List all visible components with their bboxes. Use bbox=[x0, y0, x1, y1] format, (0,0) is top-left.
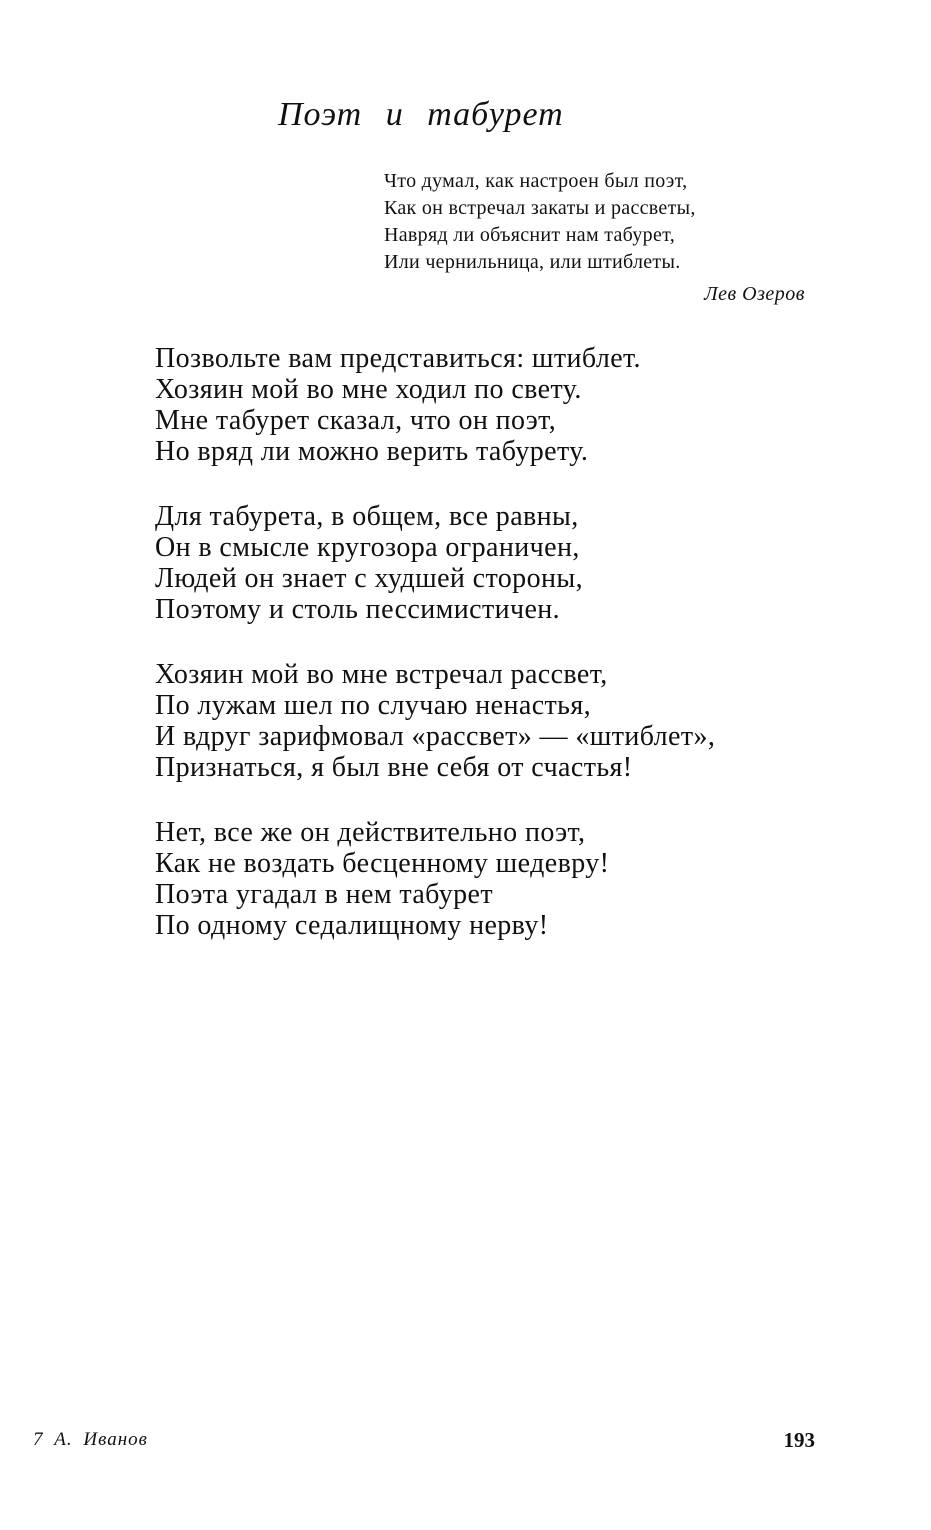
poem-line: Мне табурет сказал, что он поэт, bbox=[155, 405, 557, 436]
poem-line: Поэта угадал в нем табурет bbox=[155, 879, 493, 910]
epigraph bbox=[384, 168, 696, 276]
poem-line: Позвольте вам представиться: штиблет. bbox=[155, 343, 641, 374]
poem-line: Людей он знает с худшей стороны, bbox=[155, 563, 583, 594]
stanza bbox=[155, 659, 715, 783]
poem-body bbox=[155, 343, 715, 975]
poem-line: Хозяин мой во мне встречал рассвет, bbox=[155, 659, 608, 690]
poem-line: Но вряд ли можно верить табурету. bbox=[155, 436, 589, 467]
epigraph-line: Как он встречал закаты и рассветы, bbox=[384, 197, 696, 219]
epigraph-line: Навряд ли объяснит нам табурет, bbox=[384, 224, 675, 246]
poem-line: Для табурета, в общем, все равны, bbox=[155, 501, 579, 532]
poem-line: Хозяин мой во мне ходил по свету. bbox=[155, 374, 582, 405]
poem-line: И вдруг зарифмовал «рассвет» — «штиблет», bbox=[155, 721, 716, 752]
poem-line: Нет, все же он действительно поэт, bbox=[155, 817, 586, 848]
poem-line: Поэтому и столь пессимистичен. bbox=[155, 594, 561, 625]
stanza bbox=[155, 501, 715, 625]
poem-line: Признаться, я был вне себя от счастья! bbox=[155, 752, 633, 783]
epigraph-author: Лев Озеров bbox=[704, 283, 805, 305]
stanza bbox=[155, 817, 715, 941]
epigraph-line: Или чернильница, или штиблеты. bbox=[384, 251, 681, 273]
poem-line: По лужам шел по случаю ненастья, bbox=[155, 690, 592, 721]
poem-line: По одному седалищному нерву! bbox=[155, 910, 549, 941]
poem-title: Поэт и табурет bbox=[278, 96, 564, 133]
page-number: 193 bbox=[783, 1428, 815, 1452]
signature-mark: 7 А. Иванов bbox=[33, 1429, 148, 1450]
poem-line: Как не воздать бесценному шедевру! bbox=[155, 848, 610, 879]
stanza bbox=[155, 343, 715, 467]
poem-line: Он в смысле кругозора ограничен, bbox=[155, 532, 580, 563]
epigraph-line: Что думал, как настроен был поэт, bbox=[384, 170, 688, 192]
